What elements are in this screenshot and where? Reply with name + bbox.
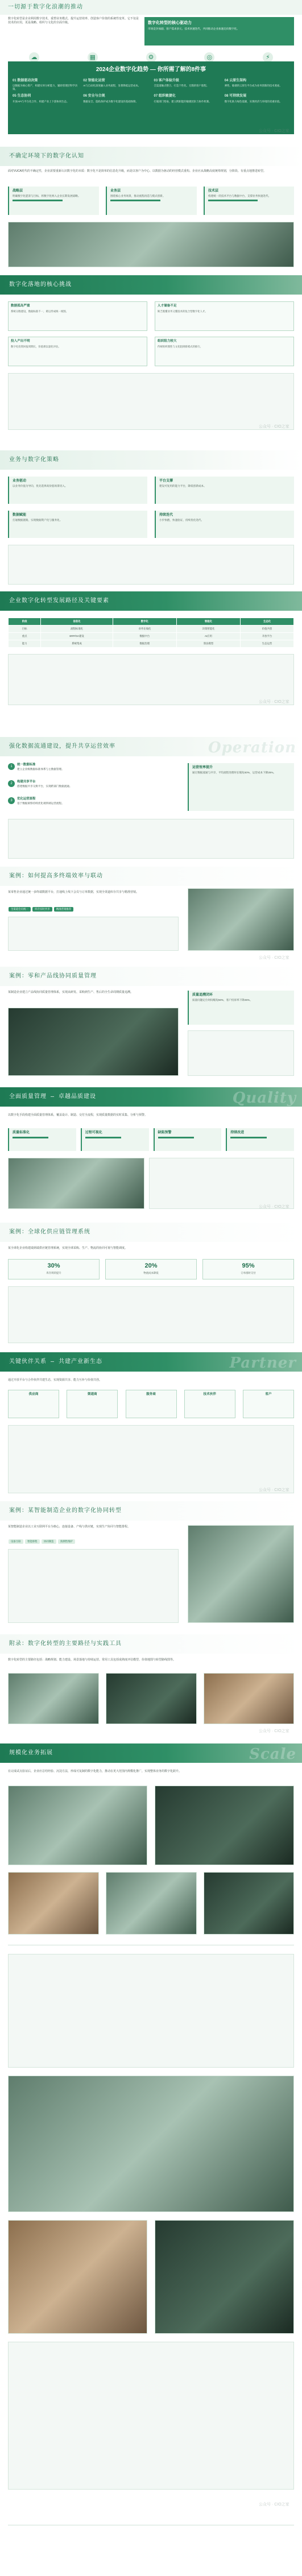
deco-word: Scale <box>249 1746 296 1763</box>
kpi-card <box>105 1259 197 1279</box>
challenge-box <box>8 301 147 331</box>
section-title: 数字化落地的核心挑战 <box>9 281 72 288</box>
case-diagram <box>8 917 179 951</box>
quality-item-label: 质量标准化 <box>13 1131 30 1134</box>
step-body: 建立企业级数据标准体系与主数据管理。 <box>17 768 64 771</box>
scale-image <box>8 2076 294 2212</box>
trend-desc: 数据安全、隐私保护成为数字化建设的基础保障。 <box>83 100 138 103</box>
trend-item <box>13 78 77 91</box>
partner-role-label: 技术伙伴 <box>203 1393 216 1396</box>
card-title: 战略层 <box>13 189 23 193</box>
table-cell: 系统集成 <box>41 640 113 647</box>
scale-diagram <box>8 1954 294 2068</box>
step-text <box>17 763 64 771</box>
step-text <box>17 797 64 805</box>
cognition-card <box>8 187 99 215</box>
trend-title: 01 数据驱动决策 <box>13 78 38 82</box>
operation-step <box>8 763 179 771</box>
table-cell: 价值共创 <box>241 625 294 632</box>
challenge-body: 传统组织惯性与文化阻碍新模式的推行。 <box>158 345 203 348</box>
ai-icon: ⚙ <box>146 52 156 63</box>
table-cell: 数据治理 <box>113 640 176 647</box>
card-bar <box>110 200 160 201</box>
strategy-body: 建设可复用的能力平台，降低创新成本。 <box>159 484 206 488</box>
section-banner <box>0 1087 302 1107</box>
quality-item-label: 持续改进 <box>230 1131 245 1134</box>
partner-role <box>67 1390 118 1418</box>
table-row <box>9 625 294 632</box>
scale-image <box>155 2220 294 2334</box>
strategy-card <box>155 477 294 504</box>
strategy-title: 平台支撑 <box>159 479 173 483</box>
trend-desc: 开放API与平台化合作，构建产业上下游协同生态。 <box>13 100 69 103</box>
challenge-box <box>155 301 294 331</box>
trend-item <box>154 94 219 103</box>
case-image <box>188 1525 294 1623</box>
strategy-title: 持续迭代 <box>159 513 173 517</box>
partner-roles <box>8 1390 294 1418</box>
case-text: 某全球化企业构建端到端供应链管理系统，实现全球采购、生产、物流的协同可视与智能调度。 <box>8 1246 128 1250</box>
trend-item <box>225 78 289 91</box>
case-tag: 协同制造 <box>42 1539 56 1544</box>
deco-word: Operation <box>208 739 296 756</box>
case-text: 某智能制造企业以工业互联网平台为核心，连接设备、产线与供应链，实现生产协同与智能排程。 <box>8 1525 131 1529</box>
trend-desc: 弹性、敏捷的云原生平台成为业务创新的技术底座。 <box>224 84 282 87</box>
watermark: 公众号 · CIO之家 <box>259 425 289 429</box>
section-banner <box>0 1634 302 1654</box>
operation-diagram <box>8 819 294 859</box>
cognition-card <box>106 187 197 215</box>
watermark: 公众号 · CIO之家 <box>259 1205 289 1209</box>
table-cell: 数据中台 <box>113 632 176 640</box>
table-cell: 能力 <box>9 640 41 647</box>
quality-image <box>8 1158 144 1209</box>
appendix-image <box>204 1673 294 1724</box>
data-icon: ▦ <box>88 52 98 63</box>
trends-panel <box>8 61 294 134</box>
table-row <box>9 632 294 640</box>
case-diagram <box>8 1286 294 1343</box>
table-cell: 生态运营 <box>241 640 294 647</box>
challenge-body: 缺乏既懂业务又懂技术的复合型数字化人才。 <box>158 309 208 313</box>
case-point: 精准营销推荐 <box>54 907 73 912</box>
partner-text: 通过开放平台与合作伙伴共建生态，实现资源共享、能力互补与价值共创。 <box>8 1378 102 1382</box>
card-title: 业务层 <box>110 189 121 193</box>
section-banner <box>0 1352 302 1372</box>
strategy-title: 数据赋能 <box>13 513 27 517</box>
card-bar <box>13 1137 48 1138</box>
kpi-label: 订单准时交付 <box>241 1271 256 1274</box>
watermark: 公众号 · CIO之家 <box>259 2503 289 2507</box>
trend-desc: 以数据为核心资产，构建实时分析能力，辅助管理层科学决策。 <box>13 84 78 90</box>
kpi-label: 库存周转提升 <box>46 1271 61 1274</box>
kpi-value: 30% <box>47 1262 60 1269</box>
section-title: 案例：零和产品线协同质量管理 <box>9 973 97 980</box>
intro-highlight-body: 市场竞争加剧、客户需求多元、技术快速迭代，共同推动企业加速迈向数字化。 <box>148 27 239 31</box>
roadmap-diagram <box>8 654 294 705</box>
case-image <box>8 1008 179 1076</box>
kpi-label: 物流成本降低 <box>143 1271 159 1274</box>
trend-title: 07 组织敏捷化 <box>154 94 176 98</box>
partner-role-label: 供应商 <box>28 1393 39 1396</box>
strategy-card <box>155 511 294 538</box>
kpi-card <box>8 1259 100 1279</box>
result-title: 运营效率提升 <box>192 766 213 769</box>
watermark: 公众号 · CIO之家 <box>259 1729 289 1733</box>
watermark: 公众号 · CIO之家 <box>259 700 289 704</box>
trend-item <box>83 78 148 91</box>
challenge-title: 人才储备不足 <box>158 304 177 308</box>
strategy-card <box>8 477 147 504</box>
roadmap-table <box>8 618 294 648</box>
partner-role <box>184 1390 235 1418</box>
section-title: 规模化业务拓展 <box>9 1750 53 1757</box>
case-result-box <box>188 991 294 1025</box>
challenge-body: 数字化投资回报周期长，价值难以量化评估。 <box>11 345 61 348</box>
section-title: 不确定环境下的数字化认知 <box>9 153 84 160</box>
intro-highlight-title: 数字化转型的核心驱动力 <box>148 21 192 25</box>
strategy-body: 以业务价值为导向，优先选择高价值场景切入。 <box>13 484 68 488</box>
section-banner <box>0 147 302 166</box>
appendix-text: 数字化转型的主要路径包括：战略规划、能力建设、场景落地与持续运营。常用工具包括成熟度评估模型、价值地图与转型路线图等。 <box>8 1658 176 1662</box>
table-row <box>9 640 294 647</box>
page-title: 一切源于数字化浪潮的推动 <box>8 4 83 11</box>
trend-item <box>83 94 148 103</box>
kpi-value: 95% <box>242 1262 255 1269</box>
section-banner <box>0 450 302 470</box>
trend-title: 05 生态协同 <box>13 94 31 98</box>
column-header: 信息化 <box>41 618 113 626</box>
quality-text: 以数字化手段构建全面质量管理体系，覆盖设计、制造、交付全流程，实现质量数据的实时采集、分析与预警。 <box>8 1113 148 1117</box>
challenge-box <box>8 337 147 366</box>
table-cell: ERP/OA建设 <box>41 632 113 640</box>
deco-word: Partner <box>229 1355 296 1372</box>
case-diagram <box>188 1030 294 1076</box>
step-title: 统一数据标准 <box>17 763 36 767</box>
table-header-row <box>9 618 294 626</box>
trend-desc: 数字化助力绿色低碳，实现经济与环境的双重价值。 <box>224 100 282 103</box>
case-tag: 设备互联 <box>9 1539 23 1544</box>
trend-desc: 全渠道触点整合，打造个性化、无缝的客户旅程。 <box>154 84 209 87</box>
scale-image <box>8 1786 147 1865</box>
trend-item <box>13 94 77 103</box>
section-banner <box>0 1743 302 1763</box>
operation-step <box>8 780 179 788</box>
watermark: 公众号 · CIO之家 <box>259 129 289 133</box>
strategy-body: 小步快跑，快速验证，持续优化迭代。 <box>159 519 204 522</box>
section-banner <box>0 967 302 986</box>
challenge-box <box>155 337 294 366</box>
scale-image <box>204 1872 294 1935</box>
column-header: 阶段 <box>9 618 41 626</box>
strategy-body: 打通数据链路，实现数据资产化与服务化。 <box>13 519 63 522</box>
partner-role <box>8 1390 59 1418</box>
trend-title: 03 客户体验升级 <box>154 78 179 82</box>
card-bar <box>208 200 258 201</box>
challenge-title: 投入产出不明 <box>11 339 30 343</box>
case-diagram <box>8 1549 179 1623</box>
network-icon: ⚡ <box>263 52 273 63</box>
partner-role-label: 渠道商 <box>87 1393 97 1396</box>
case-text: 某零售企业通过统一多终端数据平台，打通线上线下会员与订单数据，实现全渠道库存共享与精准营销。 <box>8 891 139 894</box>
step-number: 1 <box>8 763 15 770</box>
section-title: 强化数据流通建设，提升共享运营效率 <box>9 743 115 750</box>
scale-image <box>8 2220 147 2334</box>
table-cell: 算法模型 <box>176 640 240 647</box>
table-cell: 流程标准化 <box>41 625 113 632</box>
case-point: 全渠道会员统一 <box>9 907 31 912</box>
partner-role <box>243 1390 294 1418</box>
iot-icon: ◎ <box>204 52 214 63</box>
table-cell: 开放平台 <box>241 632 294 640</box>
result-body: 通过数据流通与共享，平均流程处理时长缩短40%，运营成本下降25%。 <box>192 771 276 775</box>
kpi-value: 20% <box>144 1262 158 1269</box>
section-title: 案例：全球化供应链管理系统 <box>9 1229 90 1236</box>
strategy-title: 业务驱动 <box>13 479 27 483</box>
section-banner <box>0 1223 302 1242</box>
section-banner <box>0 591 302 611</box>
column-header: 生态化 <box>241 618 294 626</box>
scale-image <box>106 1872 197 1935</box>
column-header: 数字化 <box>113 618 176 626</box>
result-title: 质量追溯闭环 <box>192 993 213 997</box>
section-title: 附录：数字化转型的主要路径与实践工具 <box>9 1641 122 1647</box>
quality-item <box>226 1128 294 1151</box>
trend-title: 06 安全与合规 <box>83 94 105 98</box>
section-banner <box>0 737 302 756</box>
step-title: 构建共享平台 <box>17 780 36 784</box>
case-text: 某制造企业建立产品线协同质量管理体系，实现从研发、采购到生产、售后的全生命周期质量追溯。 <box>8 991 134 994</box>
cloud-icon: ☁ <box>29 52 39 63</box>
step-text <box>17 780 72 788</box>
trend-title: 04 云原生架构 <box>224 78 247 82</box>
section-title: 案例：某智能制造企业的数字化协同转型 <box>9 1508 122 1514</box>
table-cell: 重点 <box>9 632 41 640</box>
quality-item-label: 过程可视化 <box>85 1131 102 1134</box>
card-body: 围绕核心业务场景，推动流程再造与模式创新。 <box>110 194 166 198</box>
trend-desc: 打破部门壁垒，建立跨职能的敏捷团队与协作机制。 <box>154 100 212 103</box>
card-bar <box>13 200 63 201</box>
quality-item <box>8 1128 76 1151</box>
trend-desc: AI与自动化深度融入业务流程，显著降低运营成本。 <box>83 84 140 87</box>
table-cell: AI应用 <box>176 632 240 640</box>
trend-title: 02 智能化运营 <box>83 78 105 82</box>
step-body: 搭建数据共享交换平台，实现跨部门数据流通。 <box>17 785 72 788</box>
step-title: 优化运营流程 <box>17 797 36 801</box>
trends-grid <box>13 78 289 103</box>
result-body: 质量问题定位时间缩短60%，客户投诉率下降35%。 <box>192 999 253 1002</box>
strategy-diagram <box>8 545 294 585</box>
quality-item <box>154 1128 222 1151</box>
column-header: 智能化 <box>176 618 240 626</box>
partner-diagram <box>8 1425 294 1493</box>
table-cell: 业务在线化 <box>113 625 176 632</box>
step-number: 3 <box>8 797 15 804</box>
scale-diagram <box>8 2342 294 2490</box>
page-title-bar <box>0 0 302 15</box>
kpi-row <box>8 1259 294 1279</box>
partner-role-label: 客户 <box>265 1393 272 1396</box>
challenge-body: 系统分散建设，数据标准不一，难以形成统一视图。 <box>11 309 68 313</box>
kpi-card <box>202 1259 294 1279</box>
intro-text: 数字化转型是企业利用数字技术，重塑业务模式、提升运营效率、创造客户价值的系统性变革。它不仅是技术的应用，更是战略、组织与文化的全面升级。 <box>8 17 139 24</box>
section-title: 案例：如何提高多终端效率与联动 <box>9 873 103 880</box>
card-title: 技术层 <box>208 189 219 193</box>
case-point: 库存实时共享 <box>32 907 52 912</box>
card-body: 明确数字化愿景与目标，将数字化纳入企业长期发展战略。 <box>13 194 81 198</box>
table-cell: 决策智能化 <box>176 625 240 632</box>
trend-item <box>154 78 219 91</box>
trends-title: 2024企业数字化趋势 — 你所需了解的8件事 <box>96 67 206 73</box>
strategy-card <box>8 511 147 538</box>
case-tag-list <box>8 1539 179 1544</box>
step-body: 基于数据洞察持续优化端到端运营流程。 <box>17 802 64 805</box>
scale-text: 在完成试点验证后，企业应总结经验、沉淀方法，形成可复制的数字化能力，推动在更大范围内规模化推广，实现整体业务的数字化跃升。 <box>8 1770 182 1773</box>
section-title: 关键伙伴关系 — 共建产业新生态 <box>9 1359 103 1365</box>
scale-image <box>155 1786 294 1865</box>
case-tag: 智能排程 <box>25 1539 40 1544</box>
section-title: 全面质量管理 — 卓越品质建设 <box>9 1094 97 1100</box>
quality-diagram <box>149 1158 294 1209</box>
cognition-text: 面对VUCA时代的不确定性，企业需要重新认识数字化的本质：数字化不是简单的信息化升级，而是以客户为中心、以数据为驱动的经营模式重构。企业应从战略高度统筹规划，分阶段、有重点地推进转型。 <box>8 169 266 173</box>
operation-step <box>8 797 179 805</box>
quality-item <box>81 1128 149 1151</box>
operation-result-box <box>188 763 294 811</box>
deco-word: Quality <box>232 1090 296 1107</box>
appendix-image <box>8 1673 99 1724</box>
section-title: 企业数字化转型发展路径及关键要素 <box>9 598 109 604</box>
trend-item <box>225 94 289 103</box>
intro-highlight <box>144 17 294 45</box>
section-banner <box>0 867 302 886</box>
appendix-image <box>106 1673 197 1724</box>
challenges-diagram <box>8 373 294 430</box>
challenge-title: 数据孤岛严重 <box>11 304 30 308</box>
case-tag: 预测性维护 <box>58 1539 75 1544</box>
quality-item-label: 缺陷预警 <box>158 1131 172 1134</box>
card-bar <box>85 1137 121 1138</box>
section-title: 业务与数字化策略 <box>9 457 59 463</box>
card-bar <box>158 1137 194 1138</box>
section-banner <box>0 1501 302 1521</box>
card-body: 构建统一的技术平台与数据中台，支撑业务快速迭代。 <box>208 194 271 198</box>
partner-role-label: 服务商 <box>146 1393 156 1396</box>
cognition-diagram-image <box>8 222 294 267</box>
watermark: 公众号 · CIO之家 <box>259 956 289 960</box>
table-cell: 目标 <box>9 625 41 632</box>
section-banner <box>0 275 302 295</box>
watermark: 公众号 · CIO之家 <box>259 1488 289 1492</box>
card-bar <box>230 1137 266 1138</box>
partner-role <box>126 1390 177 1418</box>
case-image <box>188 888 294 951</box>
quality-items <box>8 1128 294 1151</box>
step-number: 2 <box>8 780 15 787</box>
scale-image <box>8 1872 99 1935</box>
challenge-title: 组织阻力较大 <box>158 339 177 343</box>
cognition-card <box>204 187 294 215</box>
trend-title: 08 可持续发展 <box>224 94 247 98</box>
case-point-list <box>8 906 179 912</box>
